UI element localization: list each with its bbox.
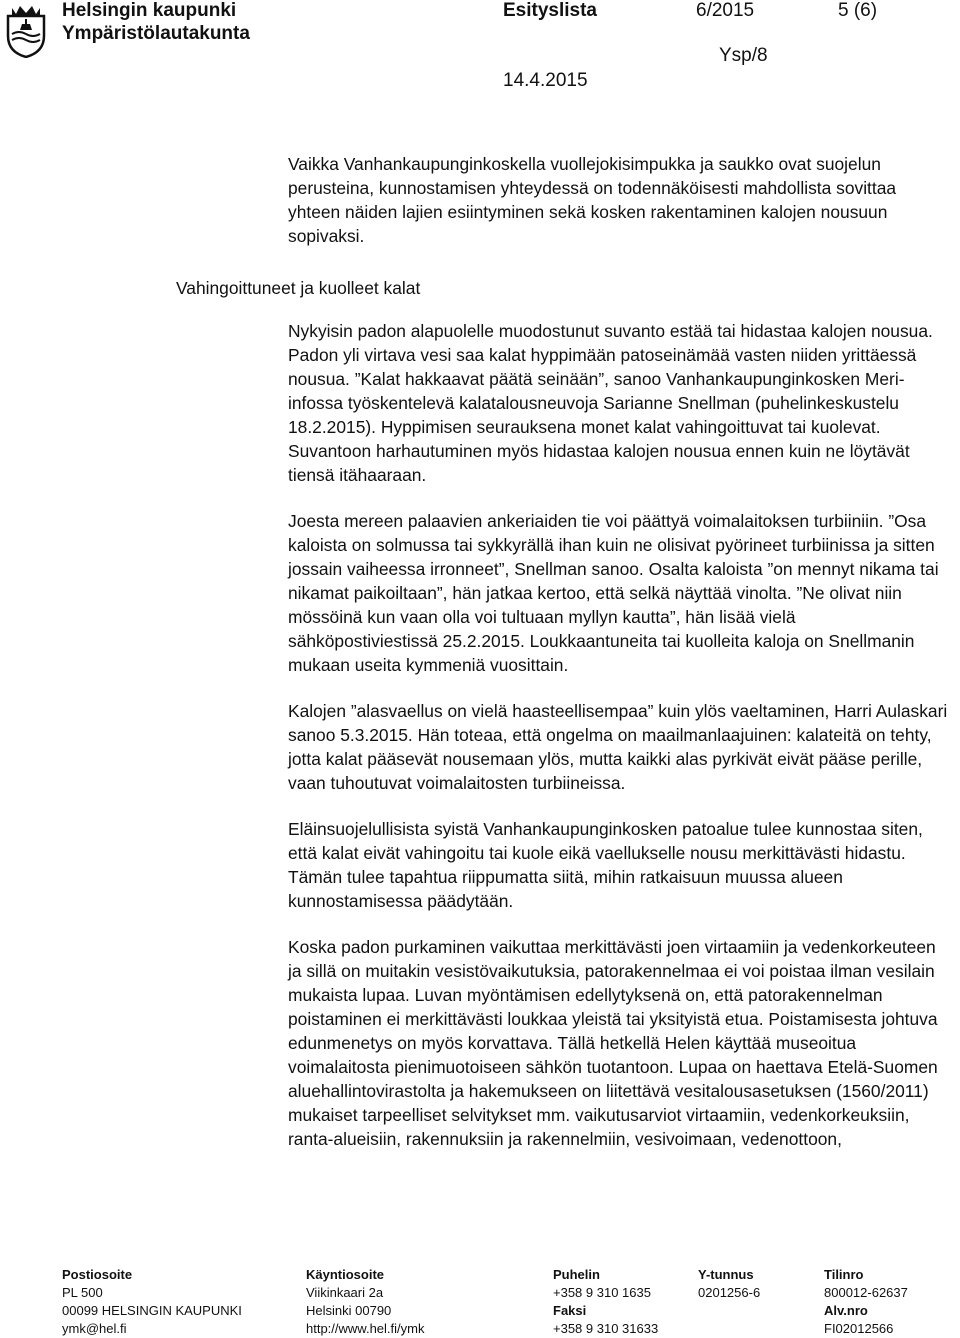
board-name: Ympäristölautakunta	[62, 23, 250, 44]
org-name: Helsingin kaupunki	[62, 0, 237, 21]
footer-phone: Puhelin +358 9 310 1635 Faksi +358 9 310 31633	[553, 1267, 659, 1336]
footer-business-id: Y-tunnus 0201256-6	[698, 1267, 761, 1300]
paragraph-1: Vaikka Vanhankaupunginkoskella vuollejokisimpukka ja saukko ovat suojelun perusteina, kunnostamisen yhteydessä on todennäköisesti mahdollista sovittaa yhteen näiden lajien esiintyminen sekä kosken rakentaminen kalojen nousuun sopivaksi.	[288, 154, 897, 246]
paragraph-3: Joesta mereen palaavien ankeriaiden tie voi päättyä voimalaitoksen turbiiniin. ”Osa kaloista on solmussa tai sykkyrällä ihan kuin ne olisivat pyörineet turbiinissa ja sitten jossain vaiheessa irronneet”, Snellman sanoo. Osalta kaloista ”on mennyt nikama tai nikamat paikoiltaan”, hän jatkaa kertoo, että selkä näyttää vinolta. ”Ne olivat niin mössöinä kun vaan olla voi tultuaan myllyn kautta”, hän lisää vielä sähköpostiviestissä 25.2.2015. Loukkaantuneita tai kuolleita kaloja on Snellmanin mukaan useita kymmeniä vuosittain.	[288, 511, 939, 675]
meeting-date: 14.4.2015	[503, 70, 588, 91]
paragraph-5: Eläinsuojelullisista syistä Vanhankaupunginkosken patoalue tulee kunnostaa siten, että kalat eivät vahingoitu tai kuole eikä vaellukselle nousu merkittävästi hidastu. Tämän tulee tapahtua riippumatta siitä, mihin ratkaisuun muussa alueen kunnostamisessa päädytään.	[288, 819, 923, 911]
main-text	[288, 319, 948, 1173]
paragraph-6: Koska padon purkaminen vaikuttaa merkittävästi joen virtaamiin ja vedenkorkeuteen ja sillä on muitakin vesistövaikutuksia, patorakennelmaa ei voi poistaa ilman vesilain mukaista lupaa. Luvan myöntämisen edellytyksenä on, että patorakennelman poistaminen ei merkittävästi loukkaa yleistä tai yksityistä etua. Poistamisesta johtuva edunmenetys on myös korvattava. Tällä hetkellä Helen käyttää museoitua voimalaitosta pienimuotoiseen sähkön tuotantoon. Lupaa on haettava Etelä-Suomen aluehallintovirastolta ja hakemukseen on liitettävä vesitalousasetuksen (1560/2011) mukaiset tarpeelliset selvitykset mm. vaikutusarviot virtaamiin, vedenkorkeuksiin, ranta-alueisiin, rakennuksiin ja rakennelmiin, vesivoimaan, vedenottoon,	[288, 937, 938, 1149]
paragraph-2: Nykyisin padon alapuolelle muodostunut suvanto estää tai hidastaa kalojen nousua. Padon yli virtava vesi saa kalat hyppimään patoseinämää vasten niiden yrittäessä nousua. ”Kalat hakkaavat päätä seinään”, sanoo Vanhankaupunginkosken Meri-infossa työskentelevä kalatalousneuvoja Sarianne Snellman (puhelinkeskustelu 18.2.2015). Hyppimisen seurauksena monet kalat vahingoittuvat tai kuolevat. Suvantoon harhautuminen myös hidastaa kalojen nousua ennen kuin ne löytävät tiensä itähaaraan.	[288, 321, 933, 485]
doc-type: Esityslista	[503, 0, 597, 21]
footer-account: Tilinro 800012-62637 Alv.nro FI02012566	[824, 1267, 908, 1336]
footer-postal: Postiosoite PL 500 00099 HELSINGIN KAUPUNKI ymk@hel.fi	[62, 1267, 242, 1336]
city-crest-logo	[4, 2, 48, 58]
paragraph-4: Kalojen ”alasvaellus on vielä haasteellisempaa” kuin ylös vaeltaminen, Harri Aulaskari sanoo 5.3.2015. Hän toteaa, että ongelma on maailmanlaajuinen: kalateitä on tehty, jotta kalat pääsevät nousemaan ylös, mutta kaikki alas pyrkivät eivät pääse perille, vaan tuhoutuvat voimalaitosten turbiineissa.	[288, 701, 948, 793]
doc-number: 6/2015	[696, 0, 755, 21]
section-code: Ysp/8	[719, 45, 768, 66]
page-indicator: 5 (6)	[838, 0, 878, 21]
side-heading: Vahingoittuneet ja kuolleet kalat	[176, 278, 421, 298]
footer-visiting: Käyntiosoite Viikinkaari 2a Helsinki 00790 http://www.hel.fi/ymk	[306, 1267, 425, 1336]
